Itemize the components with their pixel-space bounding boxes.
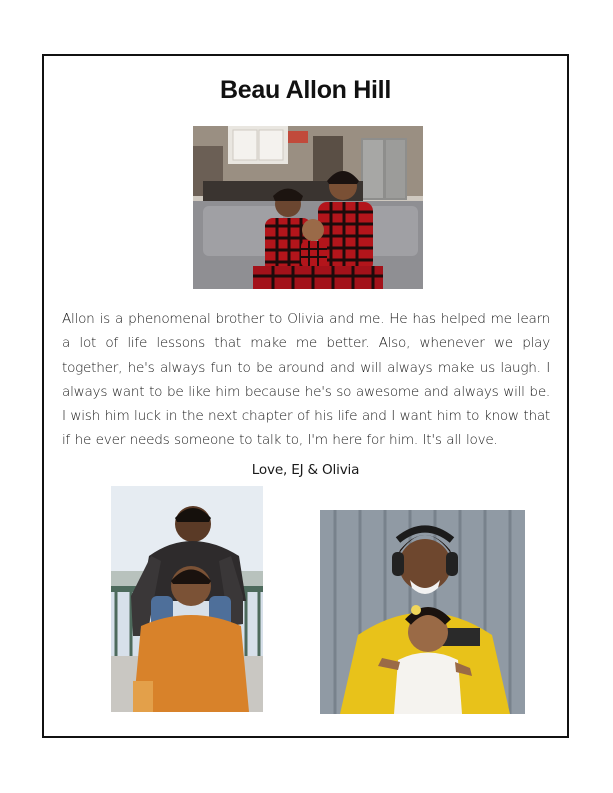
page-title: Beau Allon Hill [220, 76, 391, 104]
brother-with-baby-photo [320, 510, 525, 714]
brothers-outdoor-photo [111, 486, 263, 712]
family-couch-photo [193, 126, 423, 289]
signature: Love, EJ & Olivia [251, 462, 360, 478]
tribute-message: Allon is a phenomenal brother to Olivia and me. He has helped me learn a lot of life lessons that make me better. Also, whenever we play together, he's always fun to be around and will always make us laugh. I always want to be like him because he's so awesome and always will be. I wish him luck in the next chapter of his life and I want him to know that if he ever needs someone to talk to, I'm here for him. It's all love. [62, 311, 550, 449]
page-frame [42, 54, 569, 738]
